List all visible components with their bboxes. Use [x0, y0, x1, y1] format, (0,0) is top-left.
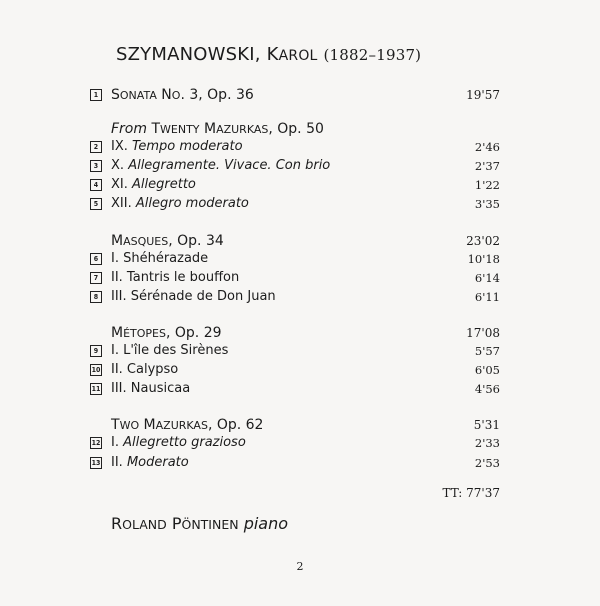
track-duration: 6'11 [474, 290, 500, 304]
track-number-box: 13 [91, 459, 101, 467]
track-title [111, 156, 330, 176]
composer-dates: (1882–1937) [323, 46, 422, 64]
track-row [90, 137, 500, 157]
track-number-box: 6 [90, 253, 102, 265]
track-name: Allegramente. Vivace. Con brio [128, 158, 331, 173]
title-part: AZURKAS [216, 123, 269, 136]
track-number-box: 12 [91, 439, 101, 447]
track-name: Tempo moderato [132, 139, 243, 154]
composer-given-initial: K [266, 44, 279, 65]
performer-part: R [111, 514, 123, 533]
track-row [90, 194, 500, 214]
track-name: Allegretto grazioso [123, 435, 246, 450]
track-number-box: 2 [90, 141, 102, 153]
composer-surname: SZYMANOWSKI, [116, 44, 261, 65]
track-title: I. L'île des Sirènes [111, 343, 229, 358]
track-number-box: 9 [90, 345, 102, 357]
track-duration: 10'18 [467, 252, 500, 266]
track-title: II. Tantris le bouffon [111, 270, 240, 285]
title-part: ASQUES [123, 235, 169, 248]
track-row [90, 379, 500, 399]
work-duration: 17'08 [466, 326, 500, 340]
work-sonata [90, 84, 500, 106]
title-part: , Op. 62 [207, 417, 264, 433]
track-number-box: 8 [90, 291, 102, 303]
title-part: , Op. 50 [268, 121, 324, 137]
track-duration: 2'46 [474, 140, 500, 154]
track-roman: XII. [111, 196, 132, 211]
title-part: ÉTOPES [123, 327, 166, 340]
page-number: 2 [296, 560, 304, 573]
track-duration: 3'35 [474, 197, 500, 211]
title-prefix: From [111, 121, 148, 137]
track-row [90, 341, 500, 361]
track-row [90, 360, 500, 380]
track-row [90, 287, 500, 307]
performer-part: OLAND [122, 517, 167, 532]
track-row [90, 249, 500, 269]
title-part: AZURKAS [155, 419, 208, 432]
track-number-box: 10 [91, 366, 101, 374]
track-title [111, 137, 243, 157]
track-row [90, 433, 500, 453]
track-duration: 6'05 [474, 363, 500, 377]
work-title [111, 84, 254, 107]
track-number-box: 4 [90, 179, 102, 191]
track-title: III. Nausicaa [111, 381, 191, 396]
track-duration: 1'22 [474, 178, 500, 192]
title-part: ONATA [119, 89, 157, 102]
track-roman: X. [111, 158, 125, 173]
track-number-box: 7 [90, 272, 102, 284]
work-duration: 5'31 [473, 418, 500, 432]
title-part: S [111, 87, 120, 103]
track-number-box: 3 [90, 160, 102, 172]
track-duration: 2'33 [474, 436, 500, 450]
track-number-box: 1 [90, 89, 102, 101]
composer-header [116, 44, 421, 65]
title-part: , Op. 34 [168, 233, 224, 249]
track-title [111, 175, 196, 195]
track-title: II. Calypso [111, 362, 179, 377]
performer-credit [111, 514, 288, 533]
track-duration: 4'56 [474, 382, 500, 396]
performer-role: piano [243, 514, 289, 533]
track-duration: 2'37 [474, 159, 500, 173]
performer-part: P [166, 514, 182, 533]
track-name: Allegro moderato [135, 196, 249, 211]
title-part: M [199, 121, 217, 137]
track-duration: 6'14 [474, 271, 500, 285]
performer-part: ÖNTINEN [181, 517, 239, 532]
title-part: N [156, 87, 172, 103]
track-roman: XI. [111, 177, 128, 192]
track-name: Moderato [126, 455, 189, 470]
track-title [111, 453, 189, 473]
track-roman: II. [111, 455, 123, 470]
title-part: M [111, 233, 124, 249]
track-number-box: 11 [91, 385, 101, 393]
track-roman: IX. [111, 139, 128, 154]
track-row [90, 268, 500, 288]
title-part: WO [119, 419, 140, 432]
track-duration: 2'53 [474, 456, 500, 470]
title-part: WENTY [160, 123, 200, 136]
track-title: III. Sérénade de Don Juan [111, 289, 276, 304]
track-roman: I. [111, 435, 119, 450]
title-part: , Op. 29 [166, 325, 222, 341]
title-part: T [151, 121, 161, 137]
title-part: M [111, 325, 124, 341]
title-part: . 3, Op. 36 [180, 87, 254, 103]
composer-given-rest: AROL [278, 48, 318, 64]
track-title [111, 433, 246, 453]
work-duration: 23'02 [466, 234, 500, 248]
track-number-box: 5 [90, 198, 102, 210]
track-duration: 19'57 [466, 88, 500, 102]
track-title [111, 194, 249, 214]
title-part: T [111, 417, 120, 433]
track-row [90, 175, 500, 195]
track-duration: 5'57 [474, 344, 500, 358]
track-name: Allegretto [132, 177, 196, 192]
track-row [90, 453, 500, 473]
track-row [90, 156, 500, 176]
total-time: TT: 77'37 [442, 486, 500, 500]
title-part: O [171, 89, 181, 102]
title-part: M [139, 417, 156, 433]
track-title: I. Shéhérazade [111, 251, 209, 266]
